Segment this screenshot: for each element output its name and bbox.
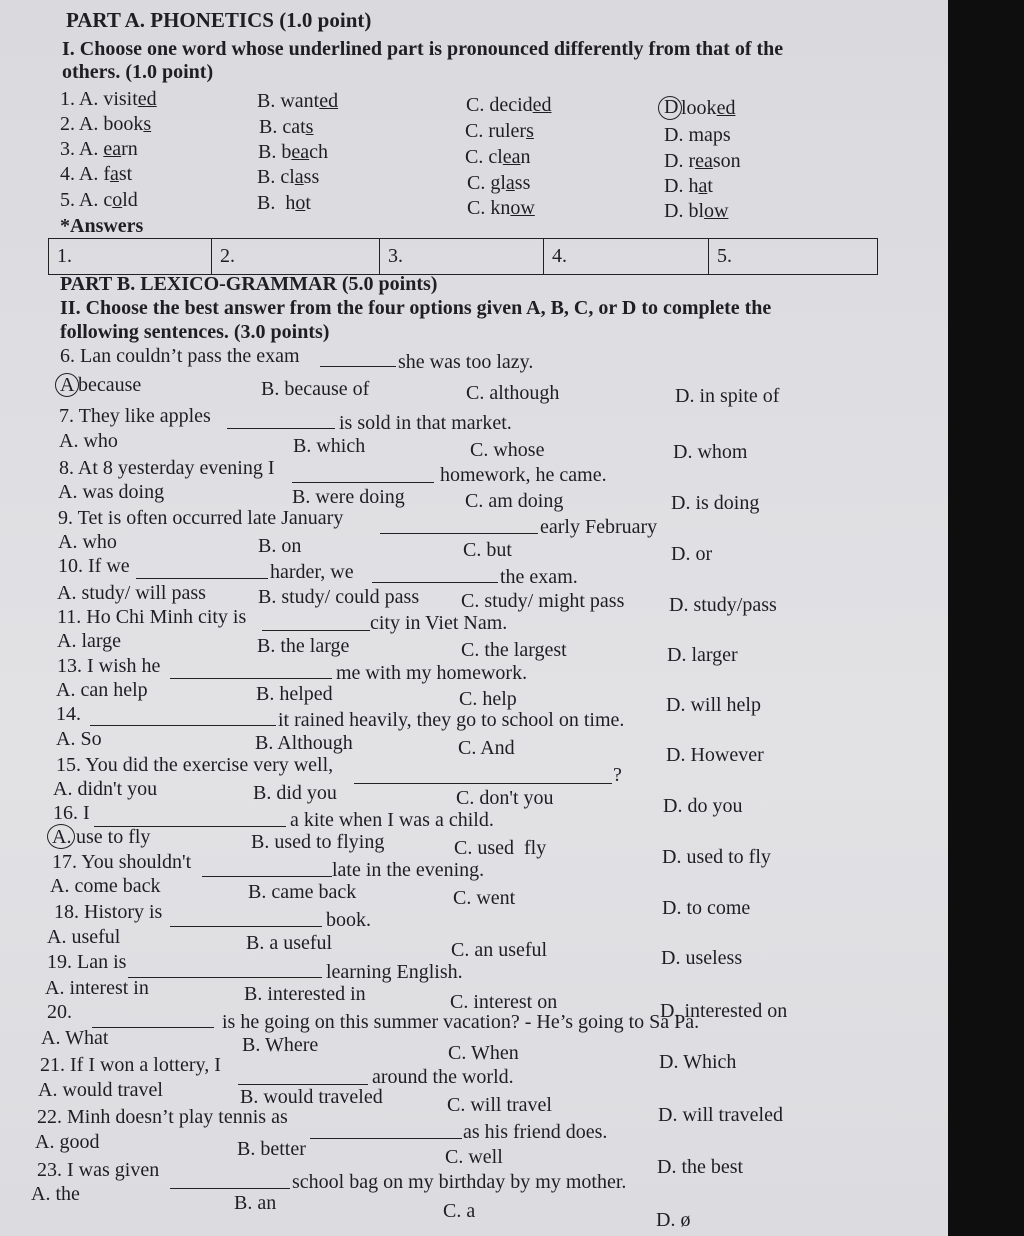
option-text: 3. A.	[60, 138, 104, 160]
option-b: B. would traveled	[240, 1086, 383, 1108]
option-text: D. r	[664, 150, 696, 172]
underlined-part: ed	[137, 88, 157, 110]
option-d: D. is doing	[671, 492, 760, 514]
option-c: C. When	[448, 1042, 519, 1064]
option-c: C. a	[443, 1200, 476, 1222]
underlined-part: ow	[510, 197, 535, 219]
option-a: A. study/ will pass	[57, 582, 206, 604]
question-text: homework, he came.	[440, 464, 607, 486]
option-text: ld	[122, 189, 138, 211]
question-text: 19. Lan is	[47, 951, 127, 973]
question-text: as his friend does.	[463, 1121, 608, 1143]
option-b: B. an	[234, 1192, 277, 1214]
option-c: C. will travel	[447, 1094, 552, 1116]
option-b: B. helped	[256, 683, 333, 705]
option-b: B. Although	[255, 732, 353, 754]
option-b: B. which	[293, 435, 366, 457]
option-a: A. What	[41, 1027, 109, 1049]
part-a-instruction-line1: I. Choose one word whose underlined part is pronounced differently from that of the	[62, 38, 784, 60]
answer-blank[interactable]	[380, 533, 538, 534]
question-text: 9. Tet is often occurred late January	[58, 507, 344, 529]
question-text: 6. Lan couldn’t pass the exam	[60, 345, 300, 367]
option-c: C. but	[463, 539, 512, 561]
option-c: C. the largest	[461, 639, 567, 661]
answer-blank[interactable]	[372, 582, 498, 583]
option-text: B. want	[257, 90, 320, 112]
option-letter: D	[664, 96, 679, 118]
option-a: A. who	[59, 430, 118, 452]
option-b: B. a useful	[246, 932, 333, 954]
answers-label: *Answers	[60, 215, 144, 237]
option-d: D. However	[666, 744, 764, 766]
answer-blank[interactable]	[170, 926, 322, 927]
question-text: 8. At 8 yesterday evening I	[59, 457, 275, 479]
option-b: B. did you	[253, 782, 337, 804]
option-a: A. useful	[47, 926, 121, 948]
option-d: D. useless	[661, 947, 743, 969]
option-text: 5. A. c	[60, 189, 113, 211]
underlined-part: o	[112, 189, 123, 211]
option-c: C. went	[453, 887, 516, 909]
answer-blank[interactable]	[354, 783, 612, 784]
option-b: B. came back	[248, 881, 357, 903]
option-b: B. interested in	[244, 983, 366, 1005]
part-a-instruction-line2: others. (1.0 point)	[62, 61, 214, 83]
option-d: D. or	[671, 543, 713, 565]
answer-blank[interactable]	[310, 1138, 462, 1139]
underlined-part: ed	[532, 94, 552, 116]
underlined-part: s	[526, 120, 534, 142]
option-a: A. interest in	[45, 977, 149, 999]
part-b-instruction-line1: II. Choose the best answer from the four options given A, B, C, or D to complete the	[60, 297, 772, 319]
option-text: C. decid	[466, 94, 533, 116]
option-b: B. because of	[261, 378, 370, 400]
underlined-part: a	[505, 172, 515, 194]
option-a: A. come back	[50, 875, 161, 897]
option-a: use to fly	[76, 826, 151, 848]
option-text: C. kn	[467, 197, 511, 219]
question-text: 18. History is	[54, 901, 163, 923]
part-b-title: PART B. LEXICO-GRAMMAR (5.0 points)	[60, 273, 438, 295]
answer-blank[interactable]	[170, 1188, 290, 1189]
underlined-part: s	[143, 113, 152, 135]
option-d: D. the best	[657, 1156, 744, 1178]
option-d: D. will help	[666, 694, 761, 716]
option-d: D. study/pass	[669, 594, 777, 616]
option-c: C. interest on	[450, 991, 558, 1013]
option-d: D. will traveled	[658, 1104, 783, 1126]
question-text: harder, we	[270, 561, 354, 583]
option-a: because	[78, 374, 142, 396]
answer-blank[interactable]	[292, 482, 434, 483]
part-b-instruction-line2: following sentences. (3.0 points)	[60, 321, 330, 343]
question-text: she was too lazy.	[398, 351, 534, 373]
underlined-part: a	[110, 163, 119, 185]
option-a: A. who	[58, 531, 117, 553]
question-text: me with my homework.	[336, 662, 528, 684]
option-text: C. ruler	[465, 120, 527, 142]
answer-blank[interactable]	[136, 578, 268, 579]
question-text: 13. I wish he	[57, 655, 161, 677]
answer-cell-5[interactable]: 5.	[717, 245, 732, 267]
option-d: D. interested on	[660, 1000, 788, 1022]
answer-cell-4[interactable]: 4.	[544, 239, 709, 274]
option-text: n	[520, 146, 531, 168]
option-text: C. gl	[467, 172, 506, 194]
option-text: B. b	[258, 141, 292, 163]
option-b: B. were doing	[292, 486, 405, 508]
option-c: C. And	[458, 737, 515, 759]
underlined-part: ea	[103, 138, 122, 160]
option-c: C. an useful	[451, 939, 548, 961]
option-d: D. whom	[673, 441, 748, 463]
underlined-part: s	[305, 116, 314, 138]
option-text: D. maps	[664, 124, 731, 146]
option-text: ss	[303, 166, 320, 188]
option-d: D. larger	[667, 644, 738, 666]
question-text: a kite when I was a child.	[290, 809, 494, 831]
question-text: 17. You shouldn't	[52, 851, 192, 873]
option-b: B. used to flying	[251, 831, 385, 853]
option-text: D. bl	[664, 200, 704, 222]
answer-blank[interactable]	[262, 630, 370, 631]
option-c: C. help	[459, 688, 517, 710]
underlined-part: a	[698, 175, 708, 197]
option-text: 2. A. book	[60, 113, 144, 135]
option-c: C. used fly	[454, 837, 547, 859]
question-text: is he going on this summer vacation? - He’s going to Sa Pa.	[222, 1011, 700, 1033]
question-text: early February	[540, 516, 658, 538]
option-text: ss	[514, 172, 531, 194]
option-letter: A	[60, 374, 75, 396]
option-text: D. h	[664, 175, 699, 197]
question-text: city in Viet Nam.	[370, 612, 508, 634]
option-c: C. don't you	[456, 787, 554, 809]
option-c: C. whose	[470, 439, 545, 461]
option-text: 4. A. f	[60, 163, 110, 185]
option-text: C. cl	[465, 146, 503, 168]
answer-cell-2[interactable]: 2.	[212, 239, 380, 274]
option-a: A. was doing	[58, 481, 165, 503]
question-text: it rained heavily, they go to school on time.	[278, 709, 625, 731]
option-text: B. h	[257, 192, 296, 214]
option-a: A. would travel	[38, 1079, 163, 1101]
option-d: D. used to fly	[662, 846, 771, 868]
question-text: late in the evening.	[332, 859, 485, 881]
option-a: A. large	[57, 630, 122, 652]
question-text: 15. You did the exercise very well,	[56, 754, 334, 776]
question-text: book.	[326, 909, 371, 931]
question-text: learning English.	[326, 961, 463, 983]
question-text: 16. I	[53, 802, 90, 824]
underlined-part: ea	[502, 146, 521, 168]
question-text: 10. If we	[58, 555, 130, 577]
option-text: B. cat	[259, 116, 306, 138]
question-text: 7. They like apples	[59, 405, 211, 427]
part-a-title: PART A. PHONETICS (1.0 point)	[66, 8, 372, 32]
option-d: D. Which	[659, 1051, 737, 1073]
answers-table	[48, 238, 878, 275]
question-text: is sold in that market.	[339, 412, 512, 434]
underlined-part: a	[294, 166, 304, 188]
question-text: school bag on my birthday by my mother.	[292, 1171, 627, 1193]
option-d: D. do you	[663, 795, 743, 817]
option-b: B. study/ could pass	[258, 586, 420, 608]
option-a: A. the	[31, 1183, 80, 1205]
question-text: 23. I was given	[37, 1159, 160, 1181]
question-text: the exam.	[500, 566, 578, 588]
question-text: around the world.	[372, 1066, 514, 1088]
question-text: 22. Minh doesn’t play tennis as	[37, 1106, 288, 1128]
underlined-part: ea	[291, 141, 310, 163]
option-text: son	[712, 150, 741, 172]
option-c: C. although	[466, 382, 560, 404]
option-b: B. Where	[242, 1034, 319, 1056]
option-letter: A.	[52, 826, 72, 848]
option-d: D. to come	[662, 897, 751, 919]
option-text: B. cl	[257, 166, 295, 188]
option-text: look	[681, 97, 717, 119]
question-text: 14.	[56, 703, 81, 725]
question-text: 11. Ho Chi Minh city is	[57, 606, 247, 628]
option-text: st	[118, 163, 133, 185]
answer-blank[interactable]	[227, 428, 335, 429]
option-a: A. can help	[56, 679, 148, 701]
option-d: D. ø	[656, 1209, 691, 1231]
answer-blank[interactable]	[202, 876, 332, 877]
answer-blank[interactable]	[90, 725, 276, 726]
question-text: ?	[613, 764, 622, 786]
option-b: B. on	[258, 535, 302, 557]
option-a: A. good	[35, 1131, 100, 1153]
underlined-part: ed	[319, 90, 339, 112]
option-c: C. am doing	[465, 490, 564, 512]
option-a: A. didn't you	[53, 778, 158, 800]
option-c: C. study/ might pass	[461, 590, 625, 612]
option-c: C. well	[445, 1146, 503, 1168]
option-text: t	[707, 175, 713, 197]
photo-dark-border	[948, 0, 1024, 1236]
underlined-part: ed	[716, 97, 736, 119]
answer-cell-1[interactable]: 1.	[49, 239, 212, 274]
question-text: 20.	[47, 1001, 72, 1023]
option-d: D. in spite of	[675, 385, 780, 407]
option-a: A. So	[56, 728, 102, 750]
answer-blank[interactable]	[128, 977, 322, 978]
question-text: 21. If I won a lottery, I	[40, 1054, 221, 1076]
option-text: t	[305, 192, 311, 214]
option-text: ch	[309, 141, 328, 163]
answer-blank[interactable]	[320, 366, 396, 367]
option-b: B. the large	[257, 635, 350, 657]
option-text: 1. A. visit	[60, 88, 138, 110]
underlined-part: ea	[695, 150, 713, 172]
option-text: rn	[121, 138, 138, 160]
underlined-part: ow	[704, 200, 729, 222]
answer-blank[interactable]	[92, 1027, 214, 1028]
underlined-part: o	[295, 192, 306, 214]
option-b: B. better	[237, 1138, 306, 1160]
answer-cell-3[interactable]: 3.	[380, 239, 544, 274]
answer-blank[interactable]	[170, 678, 332, 679]
